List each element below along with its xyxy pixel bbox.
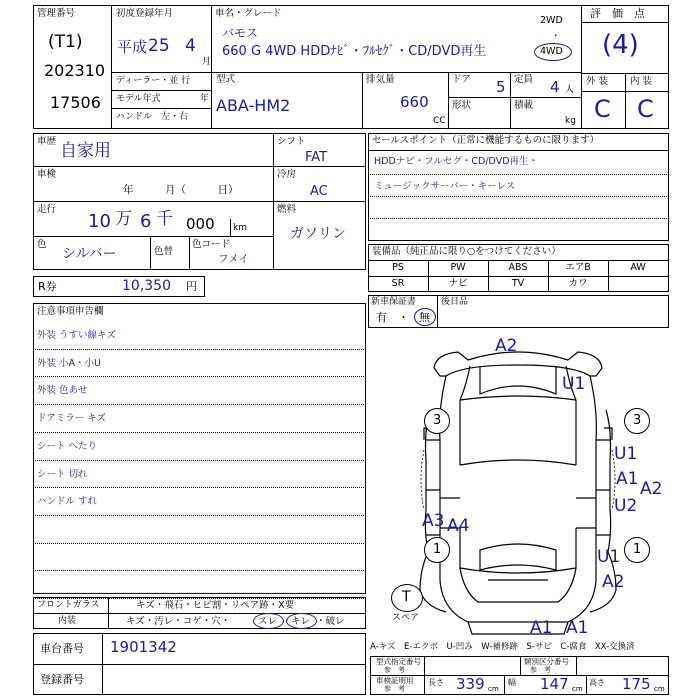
reg-cert-label: 車検証明用 [376,676,414,685]
displacement-label: 排気量 [366,74,395,85]
drive-4wd-circle [534,43,572,61]
kanri-number-2: 17506 [50,93,101,112]
drive-2wd: 2WD [540,15,563,26]
mileage-rest: 000 [186,215,215,233]
model-year-label: モデル年式 [116,94,161,104]
mileage-man: 10 [88,211,111,232]
notes-item: シート 切れ [37,468,88,480]
equipment-item: カワ [568,278,588,289]
score-label: 評 価 点 [590,7,645,20]
sales-point-label: セールスポイント（正常に機能するものに限ります） [372,135,600,146]
equipment-item: PW [450,262,466,273]
chassis-label: 車台番号 [40,642,84,655]
color-code-label: 色コード [192,239,231,250]
width-unit: cm [572,685,583,693]
kanri-code: (T1) [48,32,83,52]
equipment-label: 装備品（純正品に限り○をつけてください） [372,246,561,257]
damage-mark: U1 [597,547,621,567]
dealer-label: ディーラー・並 行 [116,76,191,86]
notes-row-line [35,570,364,571]
damage-mark: A2 [495,336,518,356]
interior-circled-2: キレ [291,616,310,627]
notes-item: 外装 色あせ [37,385,88,397]
reg-number-label: 登録番号 [40,673,84,686]
reg-cert-sub: 参 考 [384,685,405,693]
notes-row-line [35,349,364,350]
recycle-unit: 円 [186,280,197,293]
notes-row-line [35,515,364,516]
capacity-label: 定員 [514,74,534,85]
first-reg-label: 初度登録年月 [116,8,174,19]
tire-front-right-value: 1 [633,542,642,557]
reg-month: 4 [185,36,196,56]
return-label: 後日品 [441,297,469,307]
notes-row-line [35,376,364,377]
reg-year: 25 [148,36,170,56]
car-grade: 660 G 4WD HDDﾅﾋﾞ・ﾌﾙｾｸﾞ・CD/DVD再生 [222,44,487,59]
interior-cond-label: 内装 [58,616,77,626]
notes-label: 注意事項申告欄 [37,306,104,317]
type-cert-sub: 参 考 [384,666,405,674]
month-unit: 月 [202,57,212,67]
history-label: 車歴 [37,136,57,147]
score: (4) [602,30,639,60]
length-label: 長さ [428,678,444,687]
ac-value: AC [310,184,328,199]
load-label: 積載 [514,100,534,111]
damage-mark: A2 [602,572,625,592]
mileage-unit: km [233,223,247,233]
front-glass-label: フロントガラス [37,600,100,610]
displacement: 660 [400,93,429,111]
damage-mark: U1 [614,444,638,464]
recycle-frame [33,276,205,297]
equipment-item: TV [511,278,525,289]
exterior-grade: C [594,95,611,123]
interior-grade: C [637,95,654,123]
length-unit: cm [488,685,499,693]
damage-mark: A4 [447,516,470,536]
color-change-label: 色替 [154,246,174,257]
tire-rear-left-value: 3 [433,413,442,428]
damage-mark: U2 [614,496,638,516]
mileage-sen: 6 [140,211,152,232]
damage-mark: A2 [640,479,663,499]
ac-label: 冷房 [277,169,297,180]
damage-mark: A1 [616,469,639,489]
color-label: 色 [37,239,47,250]
fuel-label: 燃料 [277,204,297,215]
recycle-label: R券 [38,280,57,293]
height-unit: cm [654,685,665,693]
interior-label: 内 装 [630,76,653,87]
warranty-value: 有 ・ [376,311,409,324]
notes-row-line [35,543,364,544]
height-label: 高さ [589,678,605,687]
mileage-label: 走行 [37,204,57,215]
class-sub: 参 考 [530,666,551,674]
front-glass-options: キズ・飛石・ヒビ割・リペア跡・X要 [136,600,295,611]
interior-circle-1 [253,613,284,629]
color-code: フメイ [218,253,249,265]
equipment-item: SR [391,278,405,289]
notes-item: 外装 小A・小U [37,357,101,369]
damage-mark: U1 [562,374,586,394]
notes-item: 外装 うすい線キズ [37,330,116,341]
notes-row-line [35,432,364,433]
drive-dot: ・ [551,31,561,42]
warranty-label: 新車保証書 [371,297,417,307]
doors-label: ドア [452,74,471,85]
doors: 5 [496,78,506,96]
shift-value: FAT [305,150,328,165]
model-year-unit: 年 [200,94,210,104]
notes-item: シート へたり [37,440,98,452]
equipment-item: エアB [565,262,591,273]
drive-4wd: 4WD [540,46,563,57]
recycle-value: 10,350 [122,278,171,294]
color-value: シルバー [62,246,117,262]
width-value: 147 [540,675,569,693]
damage-mark: A3 [422,511,445,531]
notes-row-line [35,460,364,461]
damage-mark: A1 [566,618,589,638]
type-cert-label: 型式指定番号 [376,657,421,666]
shaken-fields: 年 月（ 日） [123,184,239,196]
tire-rear-right-value: 3 [633,413,642,428]
interior-sep: ・ [282,616,292,627]
sales-point-line-2: ミュージックサーバー・キーレス [374,181,516,192]
sen-unit: 千 [156,209,173,229]
exterior-label: 外 装 [586,76,609,87]
interior-options-b: ・破レ [316,616,345,627]
capacity: 4 [550,78,560,96]
equipment-item: ABS [508,262,528,273]
era: 平成 [117,38,148,56]
notes-row-line [35,404,364,405]
tire-front-left-value: 1 [433,542,442,557]
fuel-value: ガソリン [290,226,346,242]
interior-circled-1: スレ [258,616,278,627]
kanri-number-1: 202310 [44,61,106,80]
capacity-unit: 人 [565,85,575,95]
man-unit: 万 [115,209,132,229]
car-name-label: 車名・グレード [215,8,282,19]
height-value: 175 [622,675,651,693]
model-type-label: 型式 [216,74,236,85]
shift-label: シフト [277,136,306,147]
width-label: 幅 [508,678,516,687]
damage-mark: A1 [530,618,553,638]
notes-item: ドアミラー キズ [37,413,107,425]
equipment-item: AW [630,262,646,273]
interior-circle-2 [286,613,317,629]
load-unit: kg [565,116,576,126]
equipment-item: ナビ [448,278,468,289]
interior-options-a: キズ・汚レ・コゲ・穴・ [126,616,231,627]
kanri-label: 管理番号 [37,8,76,19]
notes-row-line [35,487,364,488]
shaken-label: 車検 [37,169,57,180]
spare-mark: T [402,589,411,605]
model-type: ABA-HM2 [216,96,291,115]
class-label: 類別区分番号 [524,657,569,666]
length-value: 339 [456,675,485,693]
spare-label: スペア [392,613,420,623]
car-name: バモス [222,26,259,40]
damage-legend: A-キズ E-エクボ U-凹み W-補修跡 S-サビ C-腐食 XX-交換済 [370,642,635,652]
displacement-unit: CC [433,116,446,126]
warranty-circle [414,308,436,326]
sales-point-line-1: HDDナビ・フルセグ・CD/DVD再生・ [374,156,539,167]
top-section-frame [33,5,669,129]
history-value: 自家用 [60,141,111,161]
chassis-number: 1901342 [110,638,177,656]
equipment-item: PS [392,262,404,273]
shape-label: 形状 [452,100,472,111]
notes-item: ハンドル すれ [37,496,98,508]
warranty-circled: 無 [419,311,430,324]
handle-label: ハンドル 左・右 [116,112,189,122]
